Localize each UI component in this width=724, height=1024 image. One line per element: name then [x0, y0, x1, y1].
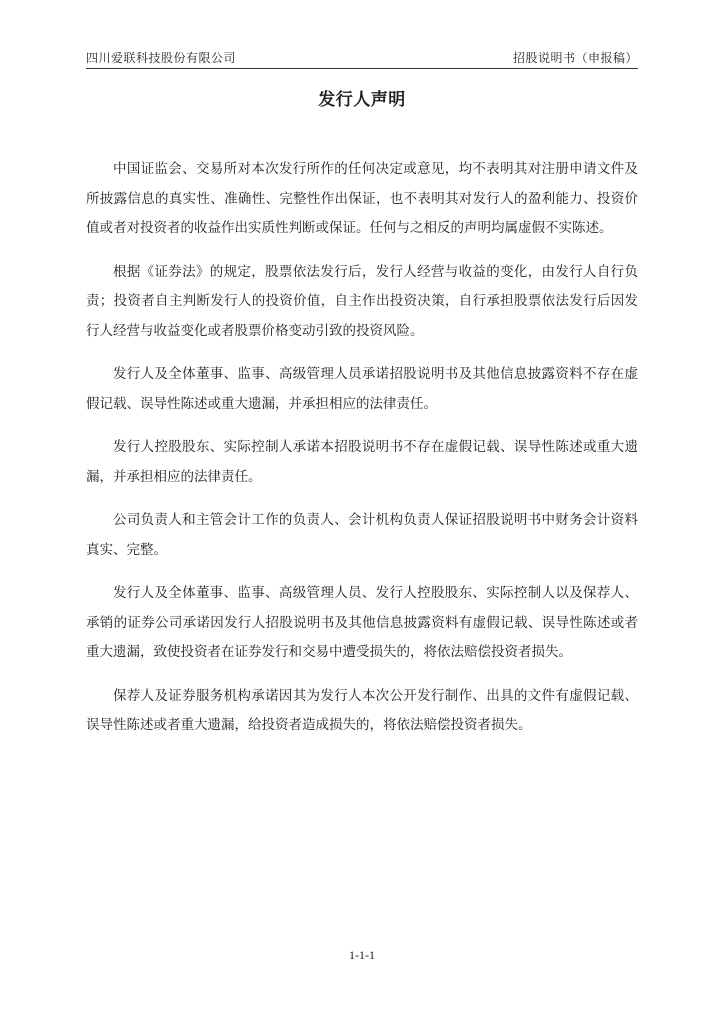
paragraph-1: 中国证监会、交易所对本次发行所作的任何决定或意见，均不表明其对注册申请文件及所披露信息的真实性、准确性、完整性作出保证，也不表明其对发行人的盈利能力、投资价值或者对投资者的收益作出实质性判断或保证。任何与之相反的声明均属虚假不实陈述。	[86, 161, 638, 236]
paragraph-6: 发行人及全体董事、监事、高级管理人员、发行人控股股东、实际控制人以及保荐人、承销的证券公司承诺因发行人招股说明书及其他信息披露资料有虚假记载、误导性陈述或者重大遗漏，致使投资者在证券发行和交易中遭受损失的，将依法赔偿投资者损失。	[86, 585, 638, 660]
header-document-name: 招股说明书（申报稿）	[512, 51, 638, 65]
page-number: 1-1-1	[349, 948, 375, 962]
paragraph-7: 保荐人及证券服务机构承诺因其为发行人本次公开发行制作、出具的文件有虚假记载、误导性陈述或者重大遗漏，给投资者造成损失的，将依法赔偿投资者损失。	[86, 687, 638, 733]
page-header	[86, 50, 638, 69]
page-title: 发行人声明	[318, 90, 406, 110]
paragraph-3: 发行人及全体董事、监事、高级管理人员承诺招股说明书及其他信息披露资料不存在虚假记载、误导性陈述或重大遗漏，并承担相应的法律责任。	[86, 366, 638, 412]
declaration-body	[86, 155, 638, 755]
paragraph-5: 公司负责人和主管会计工作的负责人、会计机构负责人保证招股说明书中财务会计资料真实、完整。	[86, 512, 638, 558]
header-company-name: 四川爱联科技股份有限公司	[86, 51, 237, 65]
paragraph-4: 发行人控股股东、实际控制人承诺本招股说明书不存在虚假记载、误导性陈述或重大遗漏，并承担相应的法律责任。	[86, 439, 638, 485]
paragraph-2: 根据《证券法》的规定，股票依法发行后，发行人经营与收益的变化，由发行人自行负责；投资者自主判断发行人的投资价值，自主作出投资决策，自行承担股票依法发行后因发行人经营与收益变化或者股票价格变动引致的投资风险。	[86, 263, 638, 339]
